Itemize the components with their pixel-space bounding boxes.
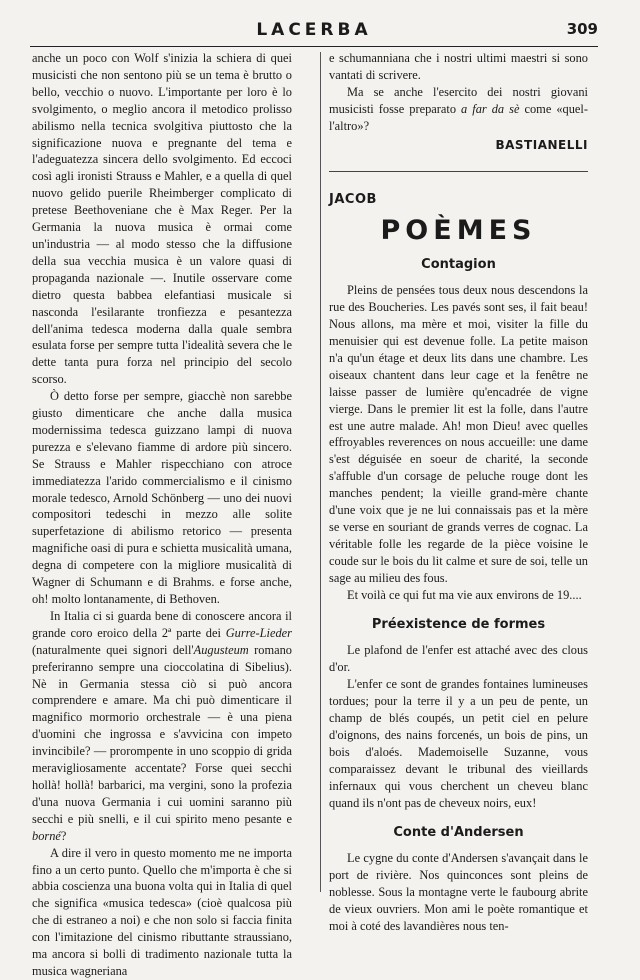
- text-run: romano preferiranno sempre una cioccolatina di Sibelius). Nè in Germania stessa ciò si può ancora comprendere e amare. Ma chi può dimenticare il magnifico mormorio orchestrale — è una piena d'uomini che ingrossa e s'avvicina con impeto invincibile? — prorompente in uno scoppio di grida meravigliosamente accentate? Forse quei secchi hollà! hollà! barbarici, ma vergini, sono la profezia d'una nuova Germania i cui uomini saranno più secchi e più snelli, e il cui spirito meno pesante e: [32, 642, 292, 826]
- text-run: come «quel-l'altro»?: [329, 101, 588, 133]
- text-run: (naturalmente quei signori dell': [32, 642, 194, 657]
- text-run: In Italia ci si guarda bene di conoscere ancora il grande coro eroico della 2ª parte dei: [32, 608, 292, 640]
- paragraph: A dire il vero in questo momento me ne importa fino a un certo punto. Quello che m'importa è che si abbia coscienza una buona volta qui in Italia di quel che significa «musica tedesca» (cioè qualcosa più che di estraneo a noi) e che non solo si faccia finita con l'imitazione del cinismo ributtante straussiano, ma ancora si bolli di tradimento nazionale tutta la musica wagneriana: [32, 845, 292, 978]
- text-run: ?: [60, 828, 67, 843]
- paragraph: e schumanniana che i nostri ultimi maestri si sono vantati di scrivere.: [329, 51, 588, 82]
- italic-phrase: a far da sè: [461, 101, 520, 116]
- left-column: [32, 50, 292, 980]
- paragraph: [329, 84, 588, 135]
- paragraph: [32, 608, 292, 845]
- section-title: POÈMES: [380, 215, 537, 247]
- poem-title-preexistence: Préexistence de formes: [371, 617, 546, 633]
- text-run: Ma se anche l'esercito dei nostri giovani musicisti fosse preparato: [329, 84, 588, 116]
- italic-word: borné: [32, 828, 61, 843]
- journal-title: LACERBA: [256, 20, 372, 40]
- italic-title: Gurre-Lieder: [225, 625, 292, 640]
- italic-name: Augusteum: [193, 642, 249, 657]
- header-rule: [30, 46, 598, 47]
- poem-paragraph: Le cygne du conte d'Andersen s'avançait dans le port de rivière. Nos quinconces sont pleins de noblesse. Sous la montagne verte le faubourg abrite de vieux ouvriers. Mon ami le poète romantique et moi à coté des lavandières nous ten-: [329, 851, 588, 933]
- poem-title-contagion: Contagion: [421, 257, 496, 273]
- column-divider: [320, 52, 321, 892]
- author-name: JACOB: [329, 192, 377, 208]
- paragraph: anche un poco con Wolf s'inizia la schiera di quei musicisti che non sentono più se un tema è brutto o bello, vecchio o nuovo. L'importante per loro è lo svolgimento, o meglio ancora il metodico prolisso abilismo nella tecnica svolgitiva piuttosto che la significazione nuova e pregnante del tema e l'adeguatezza sincera dello svolgimento. Ed eccoci così agli ironisti Strauss e Mahler, e a quella di quel nuovo gelido puerile Rheimberger complicato di pretese Beethoveniane che è Max Reger. Per la Germania la nuova musica è ormai come un'industria — al modo stesso che la diffusione della sua vecchia musica è un valore quasi di propaganda nazionale —. Inutile osservare come dietro questa babbea elefantiasi musicale si nasconda l'esilarante tronfiezza e pesantezza dell'anima tedesca moderna dalla quale sembra esulata forse per sempre tutta l'idealità severa che le dette tanta pura forza nel principio del secolo scorso.: [32, 51, 292, 387]
- poem-paragraph: Pleins de pensées tous deux nous descendons la rue des Boucheries. Les pavés sont ses, il fait beau! Nous allons, ma mère et moi, visiter la fille du menuisier qui est devenue folle. La petite maison n'a qu'un étage et deux lits dans une chambre. Les oiseaux chantent dans leur cage et la fenêtre ne laisse passer de lumière qu'encadrée de vigne vierge. Dans le premier lit est la folle, dans l'autre est une autre malade. Ah! mon Dieu! avec quelles effroyables reverences on nous accueille: une dame s'est déguisée en soeur de charité, la seconde s'affuble d'un corsage de peluche rouge dont les manches pendent; la vieille grand-mère chante d'une voix que je ne lui connaissais pas et la mère se verse en souriant de grands verres de cognac. La véritable folle les regarde de la pièce voisine le coude sur le bois du lit calme et sure de soi, telle un sage au milieu des fous.: [329, 283, 588, 585]
- page-number: 309: [566, 20, 598, 38]
- article-signature: BASTIANELLI: [495, 137, 588, 152]
- poem-title-andersen: Conte d'Andersen: [393, 825, 524, 841]
- paragraph: Ò detto forse per sempre, giacchè non sarebbe giusto dimenticare che anche dalla musica modernissima tedesca guizzano lampi di nuova purezza e s'elevano fiamme di ardore più sincero. Se Strauss e Mahler rispecchiano con atroce immediatezza l'arido commercialismo e il cinismo morale tedesco, Arnold Schönberg — uno dei nuovi compositori tedeschi in mezzo alle solite superfetazione di abilismo retorico — presenta magnifiche oasi di pura e schietta musicalità umana, degna di competere con la migliore musicalità di Wagner di Schumann e di Brahms. e forse anche, oh! molto lontanamente, di Bethoven.: [32, 389, 292, 606]
- page-header: [30, 20, 598, 42]
- poem-paragraph: L'enfer ce sont de grandes fontaines lumineuses tordues; pour la terre il y a un peu de pente, un champ de blés coupés, un petit ciel en pelure d'oignons, des nains forcenés, un bois de pins, un bois d'aloés. Mademoiselle Suzanne, vous comparaissez devant le tribunal des vieillards infernaux qui vous cherchent un cheveu blanc quand ils n'ont pas de cheveux noirs, eux!: [329, 677, 588, 810]
- right-column: [329, 50, 588, 935]
- poem-paragraph: Le plafond de l'enfer est attaché avec des clous d'or.: [329, 643, 588, 675]
- section-separator: [329, 171, 588, 172]
- poem-paragraph: Et voilà ce qui fut ma vie aux environs de 19....: [347, 587, 582, 602]
